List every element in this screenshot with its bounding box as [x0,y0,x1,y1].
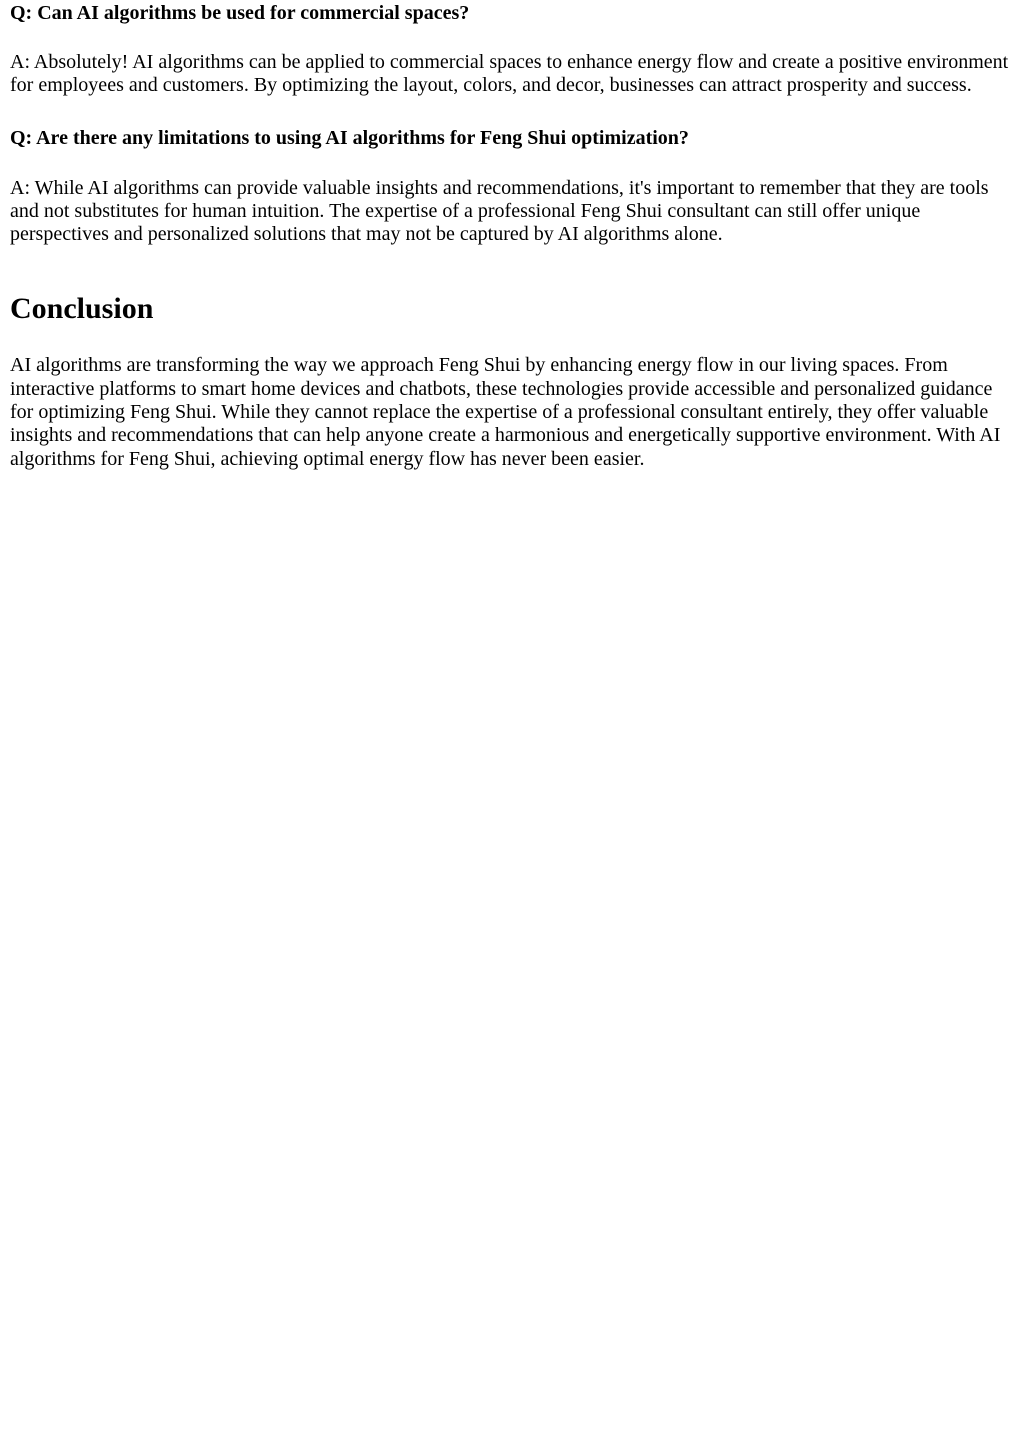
faq-answer: A: Absolutely! AI algorithms can be applied to commercial spaces to enhance energy flow and create a positive environment for employees and customers. By optimizing the layout, colors, and decor, businesses can attract prosperity and success. [10,51,1009,97]
article-content [0,0,1024,471]
conclusion-heading: Conclusion [10,292,154,326]
faq-question: Q: Can AI algorithms be used for commercial spaces? [10,2,470,24]
faq-answer: A: While AI algorithms can provide valuable insights and recommendations, it's important to remember that they are tools and not substitutes for human intuition. The expertise of a professional Feng Shui consultant can still offer unique perspectives and personalized solutions that may not be captured by AI algorithms alone. [10,176,989,246]
conclusion-paragraph: AI algorithms are transforming the way we approach Feng Shui by enhancing energy flow in our living spaces. From interactive platforms to smart home devices and chatbots, these technologies provide accessible and personalized guidance for optimizing Feng Shui. While they cannot replace the expertise of a professional consultant entirely, they offer valuable insights and recommendations that can help anyone create a harmonious and energetically supportive environment. With AI algorithms for Feng Shui, achieving optimal energy flow has never been easier. [10,354,1001,470]
faq-question: Q: Are there any limitations to using AI algorithms for Feng Shui optimization? [10,126,689,149]
